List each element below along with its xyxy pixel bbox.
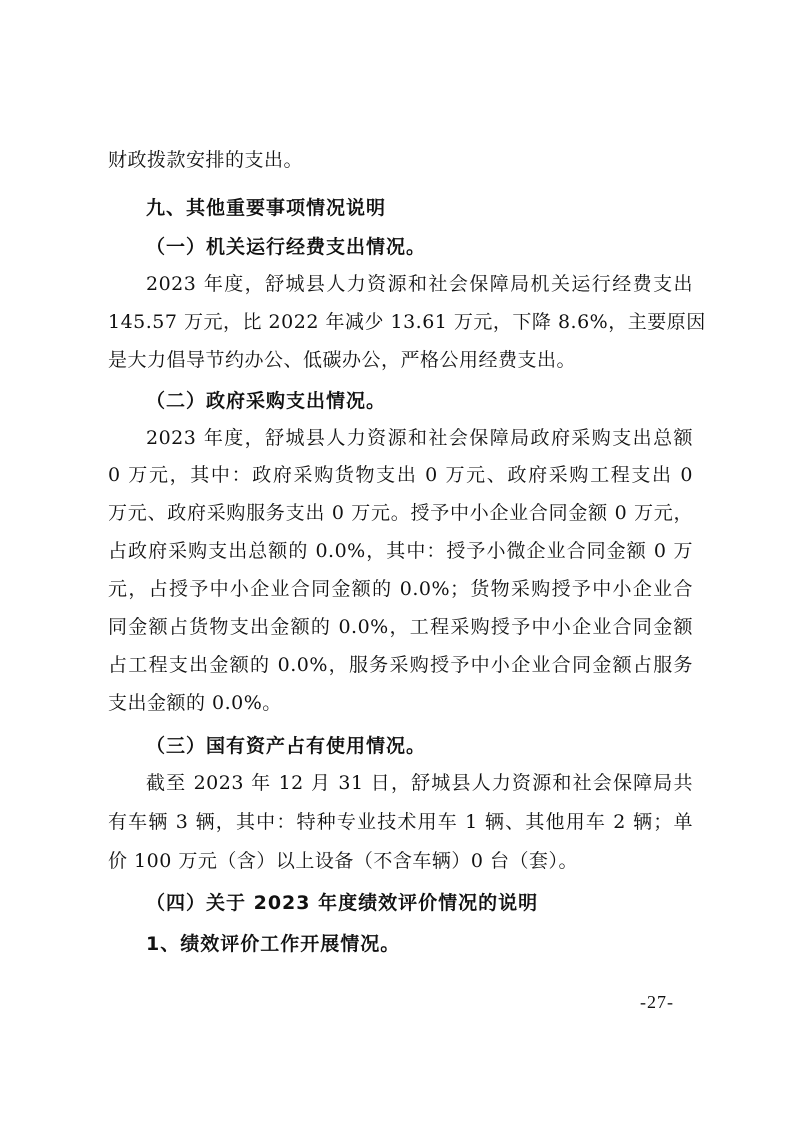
paragraph-line: 万元、政府采购服务支出 0 万元。授予中小企业合同金额 0 万元， — [108, 502, 693, 524]
paragraph-line: 占政府采购支出总额的 0.0%，其中：授予小微企业合同金额 0 万 — [108, 540, 693, 562]
paragraph-line: 占工程支出金额的 0.0%，服务采购授予中小企业合同金额占服务 — [108, 654, 693, 676]
subsection-heading: 1、绩效评价工作开展情况。 — [146, 933, 401, 955]
paragraph-line: 截至 2023 年 12 月 31 日，舒城县人力资源和社会保障局共 — [146, 772, 693, 794]
paragraph-line: 支出金额的 0.0%。 — [108, 692, 282, 714]
paragraph-line: 0 万元，其中：政府采购货物支出 0 万元、政府采购工程支出 0 — [108, 464, 693, 486]
subsection-heading: （三）国有资产占有使用情况。 — [146, 735, 427, 757]
paragraph-line: 2023 年度，舒城县人力资源和社会保障局政府采购支出总额 — [146, 427, 693, 449]
paragraph-line: 价 100 万元（含）以上设备（不含车辆）0 台（套）。 — [108, 850, 578, 872]
paragraph-line: 是大力倡导节约办公、低碳办公，严格公用经费支出。 — [108, 349, 577, 371]
paragraph-line: 同金额占货物支出金额的 0.0%，工程采购授予中小企业合同金额 — [108, 616, 693, 638]
subsection-heading: （四）关于 2023 年度绩效评价情况的说明 — [146, 892, 539, 914]
subsection-heading: （二）政府采购支出情况。 — [146, 390, 387, 412]
page-number: -27- — [640, 992, 674, 1012]
subsection-heading: （一）机关运行经费支出情况。 — [146, 236, 427, 258]
paragraph-line: 元，占授予中小企业合同金额的 0.0%；货物采购授予中小企业合 — [108, 578, 693, 600]
paragraph-line: 145.57 万元，比 2022 年减少 13.61 万元，下降 8.6%，主要原因 — [108, 311, 706, 333]
section-heading: 九、其他重要事项情况说明 — [146, 197, 387, 219]
paragraph-line: 财政拨款安排的支出。 — [108, 149, 304, 171]
paragraph-line: 2023 年度，舒城县人力资源和社会保障局机关运行经费支出 — [146, 273, 693, 295]
paragraph-line: 有车辆 3 辆，其中：特种专业技术用车 1 辆、其他用车 2 辆；单 — [108, 811, 693, 833]
